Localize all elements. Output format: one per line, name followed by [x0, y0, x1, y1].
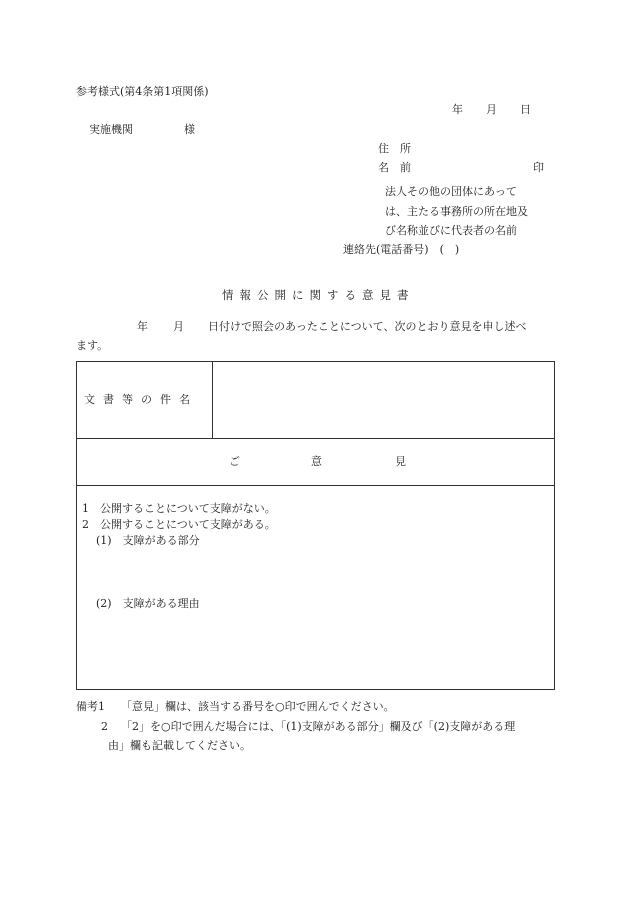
option-no-objection[interactable]: 1 公開することについて支障がない。 [82, 502, 276, 515]
corp-note-line-1: 法人その他の団体にあって [385, 185, 517, 198]
intro-month-label: 月 [173, 320, 184, 333]
objection-part-label: (1) 支障がある部分 [96, 534, 200, 547]
corp-note-line-2: は、主たる事務所の所在地及 [385, 205, 528, 218]
corp-note-line-3: び名称並びに代表者の名前 [385, 224, 517, 237]
note-2-text-line-2: 由」欄も記載してください。 [108, 739, 251, 752]
option-objection[interactable]: 2 公開することについて支障がある。 [82, 518, 276, 531]
row-divider-1 [77, 438, 554, 439]
note-1-label: 備考1 [76, 700, 105, 713]
opinion-header-3: 見 [395, 455, 406, 468]
intro-year-label: 年 [137, 320, 148, 333]
recipient-label: 実施機関 [89, 123, 133, 136]
doc-title-field[interactable] [222, 393, 542, 407]
doc-title-label: 文書等の件名 [84, 393, 198, 406]
note-2-number: 2 [101, 720, 108, 733]
document-title: 情報公開に関する意見書 [222, 288, 415, 302]
address-label: 住 所 [378, 142, 411, 155]
column-divider [212, 362, 213, 439]
opinion-header-1: ご [229, 455, 240, 468]
note-1-text: 「意見」欄は、該当する番号を○印で囲んでください。 [121, 700, 395, 713]
intro-line-1: 日付けで照会のあったことについて、次のとおり意見を申し述べ [208, 320, 527, 333]
date-year-label: 年 [452, 103, 463, 116]
note-2-text-line-1: 「2」を○印で囲んだ場合には、「(1)支障がある部分」欄及び「(2)支障がある理 [121, 720, 516, 733]
form-reference: 参考様式(第4条第1項関係) [76, 85, 209, 98]
row-divider-2 [77, 485, 554, 486]
opinion-table [76, 361, 555, 690]
honorific: 様 [184, 123, 195, 136]
date-month-label: 月 [486, 103, 497, 116]
objection-reason-label: (2) 支障がある理由 [96, 597, 200, 610]
name-label: 名 前 [378, 161, 411, 174]
seal-mark: 印 [533, 161, 544, 174]
intro-line-2: ます。 [76, 339, 109, 352]
date-day-label: 日 [520, 103, 531, 116]
opinion-header-2: 意 [311, 455, 322, 468]
contact-label: 連絡先(電話番号) ( ) [343, 243, 460, 256]
